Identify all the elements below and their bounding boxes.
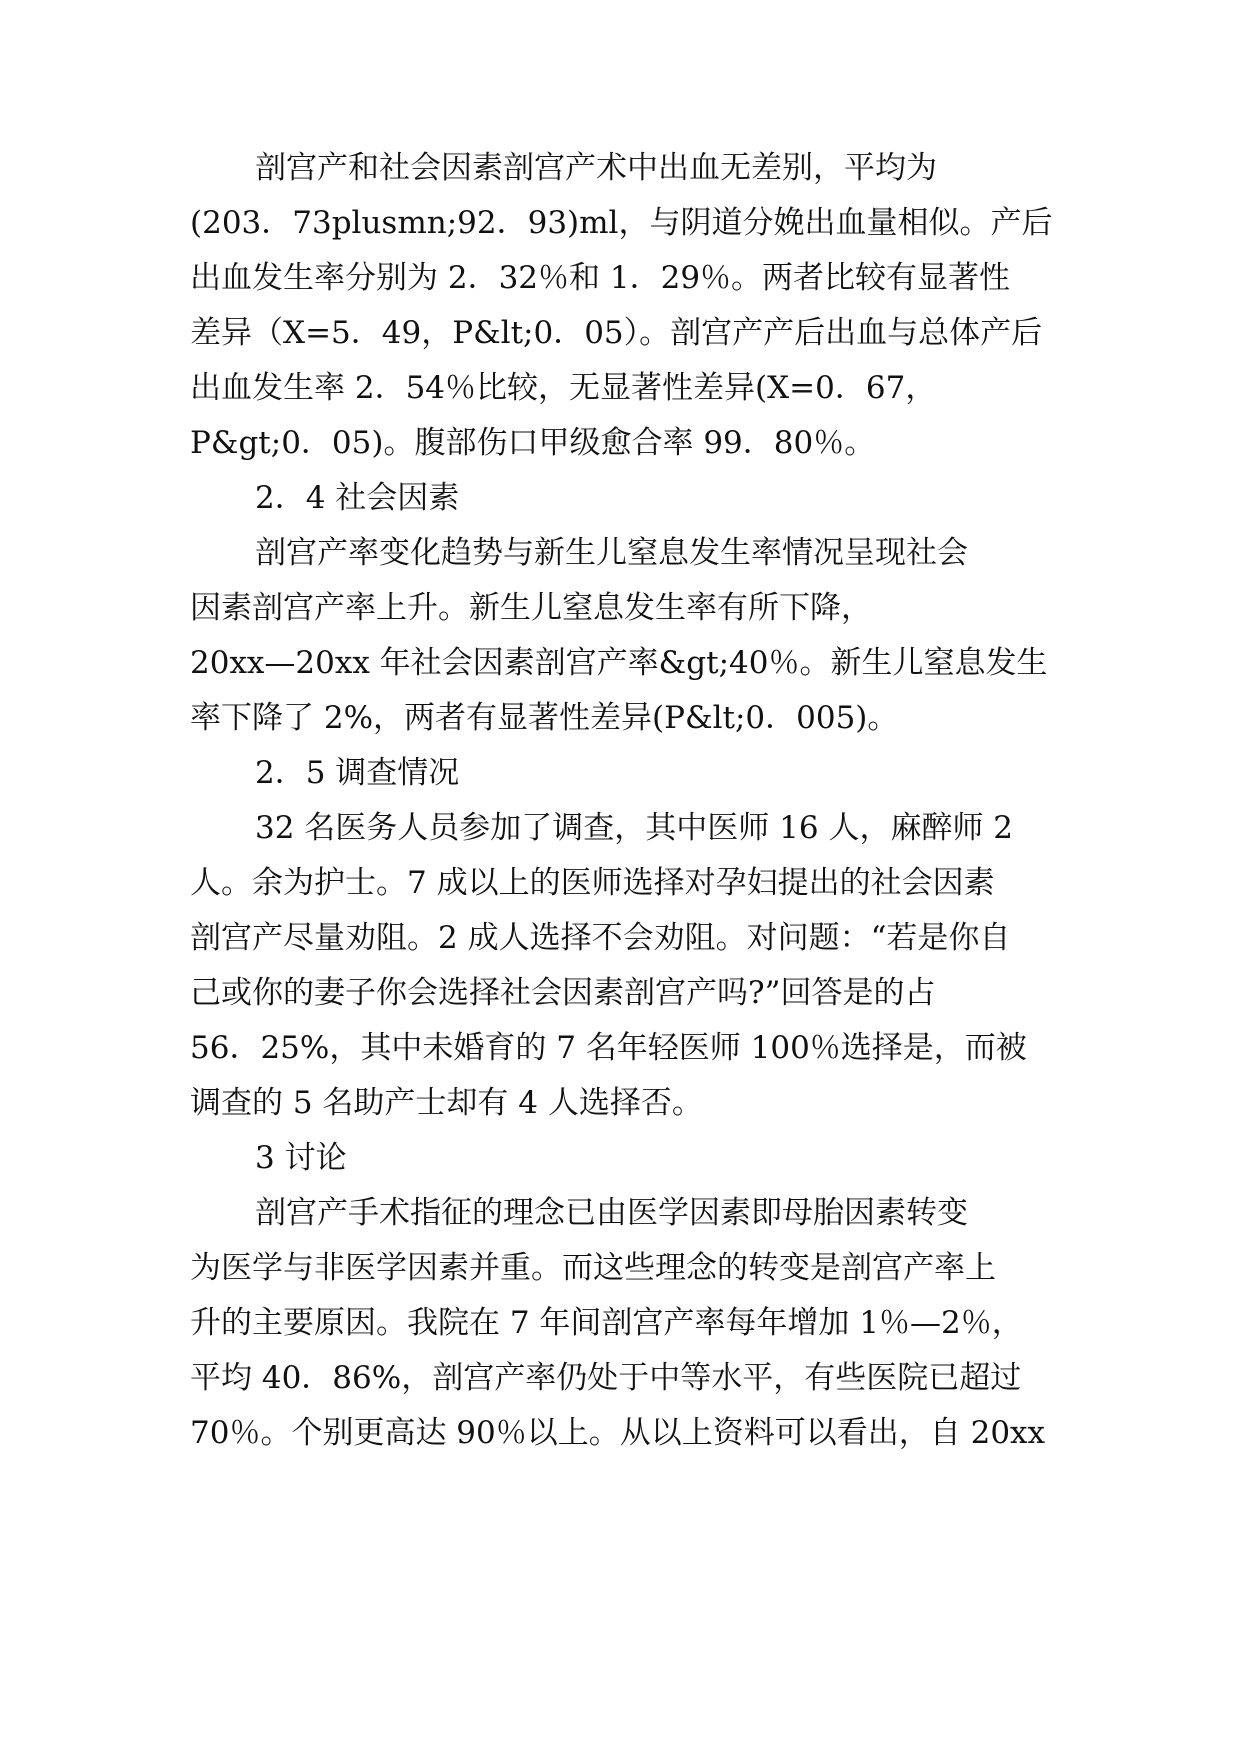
section-heading: 3 讨论 <box>255 1140 347 1176</box>
section-heading: 2．4 社会因素 <box>255 480 460 516</box>
paragraph-line: 剖宫产尽量劝阻。2 成人选择不会劝阻。对问题：“若是你自 <box>190 920 1011 956</box>
paragraph-line: 平均 40．86%，剖宫产率仍处于中等水平，有些医院已超过 <box>190 1360 1022 1396</box>
paragraph-line: 己或你的妻子你会选择社会因素剖宫产吗?”回答是的占 <box>190 975 936 1011</box>
paragraph-line: 人。余为护士。7 成以上的医师选择对孕妇提出的社会因素 <box>190 865 995 901</box>
paragraph-line: 56．25%，其中未婚育的 7 名年轻医师 100％选择是，而被 <box>190 1030 1027 1066</box>
paragraph-line: 调查的 5 名助产士却有 4 人选择否。 <box>190 1085 703 1121</box>
paragraph-line: 剖宫产和社会因素剖宫产术中出血无差别，平均为 <box>255 150 937 186</box>
paragraph-line: 70％。个别更高达 90％以上。从以上资料可以看出，自 20xx <box>190 1415 1046 1451</box>
paragraph-line: 率下降了 2%，两者有显著性差异(P&lt;0．005)。 <box>190 700 899 736</box>
section-heading: 2．5 调查情况 <box>255 755 460 791</box>
paragraph-line: P&gt;0．05)。腹部伤口甲级愈合率 99．80％。 <box>190 425 876 461</box>
paragraph-line: 出血发生率分别为 2．32％和 1．29％。两者比较有显著性 <box>190 260 1011 296</box>
paragraph-line: 为医学与非医学因素并重。而这些理念的转变是剖宫产率上 <box>190 1250 996 1286</box>
paragraph-line: 32 名医务人员参加了调查，其中医师 16 人，麻醉师 2 <box>255 810 1014 846</box>
paragraph-line: 出血发生率 2．54％比较，无显著性差异(X=0．67， <box>190 370 937 406</box>
paragraph-line: 因素剖宫产率上升。新生儿窒息发生率有所下降， <box>190 590 872 626</box>
paragraph-line: 剖宫产率变化趋势与新生儿窒息发生率情况呈现社会 <box>255 535 968 571</box>
paragraph-line: 升的主要原因。我院在 7 年间剖宫产率每年增加 1％—2％， <box>190 1305 1023 1341</box>
paragraph-line: 剖宫产手术指征的理念已由医学因素即母胎因素转变 <box>255 1195 968 1231</box>
paragraph-line: (203．73plusmn;92．93)ml，与阴道分娩出血量相似。产后 <box>190 205 1053 241</box>
paragraph-line: 差异（X=5．49，P&lt;0．05）。剖宫产产后出血与总体产后 <box>190 315 1043 351</box>
paragraph-line: 20xx—20xx 年社会因素剖宫产率&gt;40％。新生儿窒息发生 <box>190 645 1048 681</box>
